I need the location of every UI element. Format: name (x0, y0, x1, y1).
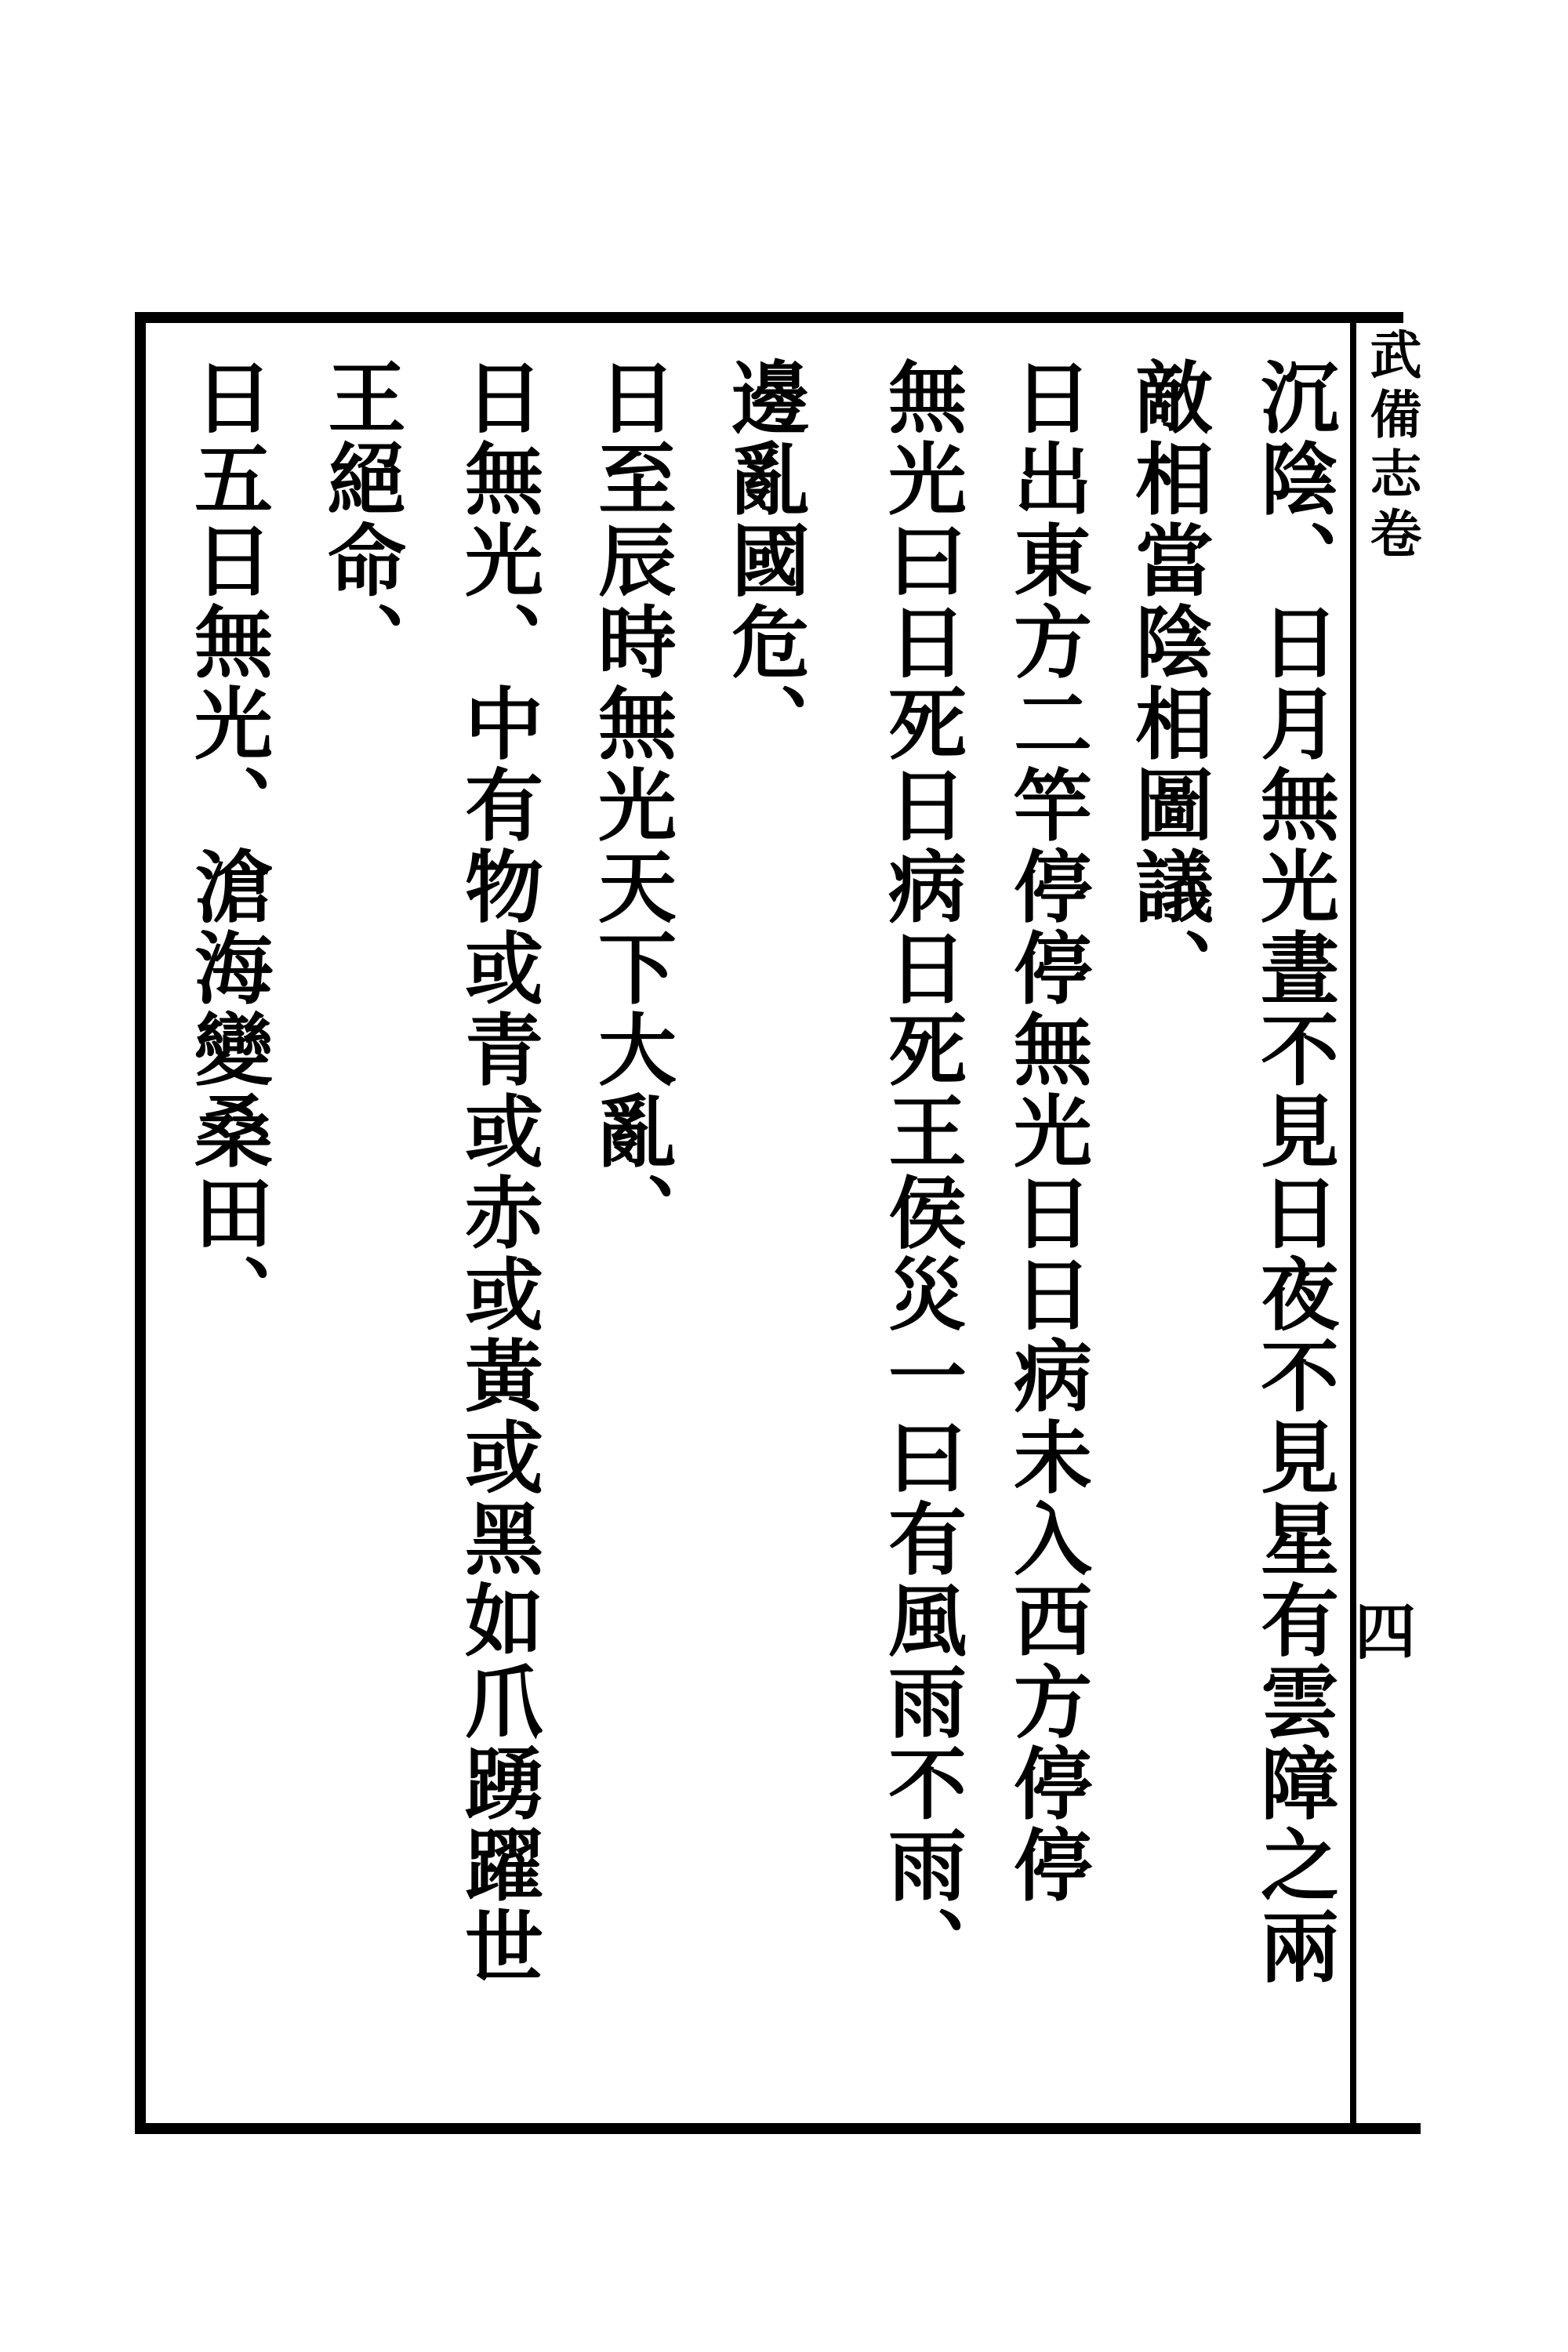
text-column-6: 日至辰時無光天下大亂、 (585, 357, 677, 1254)
text-column-7: 日無光、中有物或青或赤或黃或黑如爪踴躍世 (452, 357, 544, 1987)
text-column-2: 敵相當陰相圖議、 (1122, 357, 1214, 1009)
border-extension (1350, 2123, 1421, 2134)
text-column-4: 無光曰日死日病日死王侯災一曰有風雨不雨、 (875, 357, 967, 1987)
text-column-5: 邊亂國危、 (718, 357, 811, 764)
page-number: 四 (1345, 1599, 1416, 1661)
text-column-9: 日五日無光、滄海變桑田、 (181, 357, 274, 1335)
text-column-1: 沉陰、日月無光晝不見日夜不見星有雲障之兩 (1247, 357, 1340, 1987)
text-column-8: 王絕命、 (314, 357, 407, 683)
margin-rule (1350, 312, 1356, 2134)
book-title: 武備志卷 (1361, 328, 1422, 566)
text-column-3: 日出東方二竿停停無光日日病未入西方停停 (1000, 357, 1093, 1906)
